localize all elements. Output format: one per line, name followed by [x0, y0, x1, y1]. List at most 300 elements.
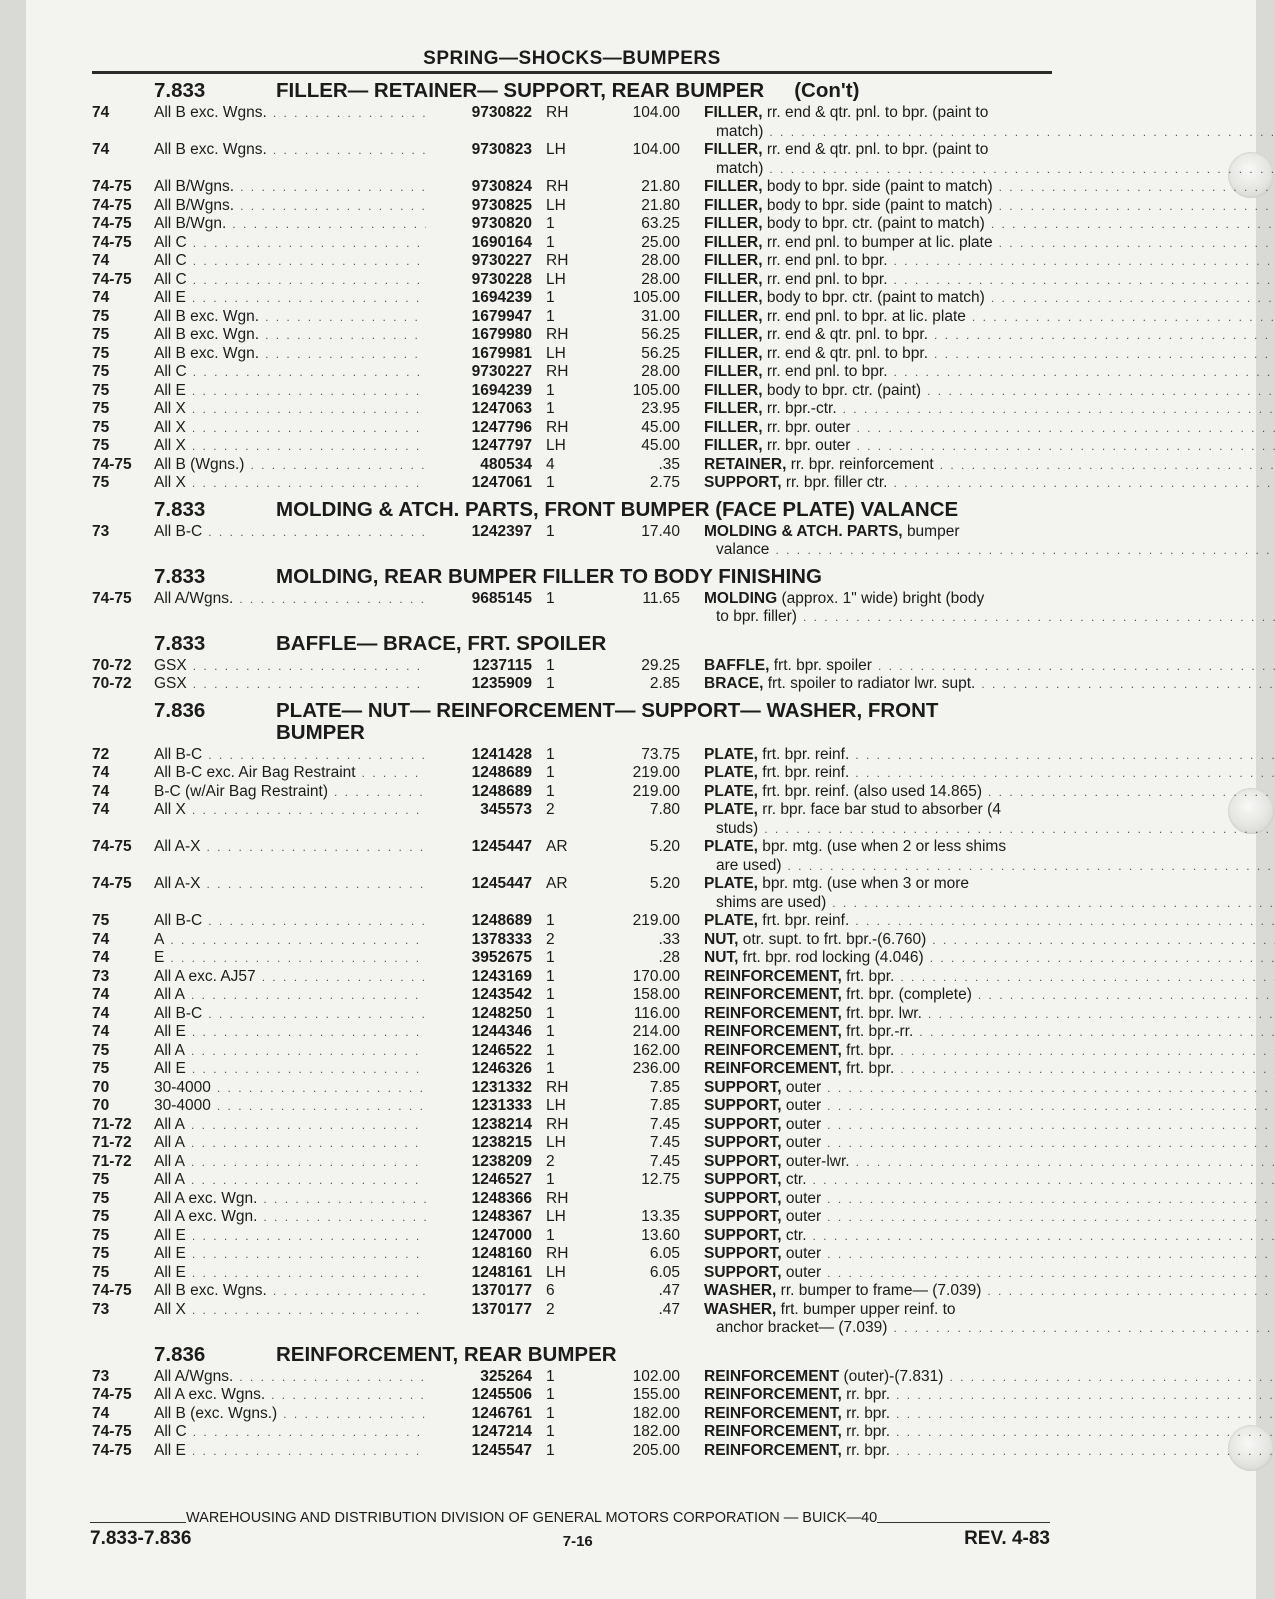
quantity: 1 — [546, 522, 555, 540]
section-heading-text: MOLDING, REAR BUMPER FILLER TO BODY FINISHING — [276, 564, 822, 588]
description — [704, 1042, 1275, 1061]
description-name: PLATE, — [704, 782, 758, 800]
description-line — [704, 271, 1275, 290]
leader-dots — [265, 308, 426, 327]
description-name: FILLER, — [704, 141, 763, 158]
description-text — [704, 1423, 896, 1442]
model-year: 75 — [92, 326, 110, 343]
description-detail: frt. bpr. lwr. — [846, 1004, 922, 1022]
quantity: RH — [546, 104, 569, 121]
description-detail: otr. supt. to frt. bpr.-(6.760) — [742, 930, 927, 948]
model-cell — [154, 141, 426, 178]
price: 6.05 — [649, 1263, 680, 1281]
description — [704, 1405, 1275, 1424]
description-text — [704, 1245, 827, 1264]
description-text — [704, 437, 856, 456]
description-text — [704, 1005, 928, 1024]
parts-section — [92, 499, 1052, 560]
model-year: 74 — [92, 986, 110, 1003]
description-name: SUPPORT, — [704, 1152, 782, 1170]
description-text — [704, 104, 994, 123]
price: 162.00 — [632, 1041, 680, 1059]
leader-dots — [191, 1153, 426, 1172]
price: 219.00 — [632, 782, 680, 800]
leader-dots — [208, 746, 426, 765]
leader-dots — [894, 271, 1275, 290]
leader-dots — [192, 400, 426, 419]
leader-dots — [775, 541, 1275, 560]
price: 28.00 — [641, 270, 680, 288]
part-number: 1231333 — [471, 1097, 532, 1114]
model-cell — [154, 419, 426, 438]
description-line — [704, 1245, 1275, 1264]
leader-dots — [855, 764, 1275, 783]
part-number: 1247000 — [471, 1226, 532, 1244]
description-name: SUPPORT, — [704, 1115, 782, 1133]
description-detail: outer — [785, 1134, 822, 1151]
description — [704, 968, 1275, 987]
leader-dots — [192, 1264, 426, 1283]
description-line — [704, 252, 1275, 271]
description-text — [704, 912, 855, 931]
description-name: SUPPORT, — [704, 1263, 782, 1281]
leader-dots — [207, 838, 426, 875]
leader-dots — [250, 456, 426, 475]
description-line — [704, 1368, 1275, 1387]
price: .28 — [658, 949, 680, 966]
quantity: 1 — [546, 1226, 555, 1244]
part-row — [92, 1301, 1052, 1338]
description — [704, 474, 1275, 493]
part-row — [92, 1060, 1052, 1079]
quantity: 1 — [546, 912, 555, 929]
leader-dots — [896, 1423, 1275, 1442]
model-cell — [154, 1134, 426, 1153]
description — [704, 986, 1275, 1005]
description — [704, 1190, 1275, 1209]
description-line — [704, 657, 1275, 676]
model-year: 74 — [92, 1404, 110, 1422]
description-detail: frt. bpr. rod locking (4.046) — [742, 949, 924, 966]
model-name: All E — [154, 1441, 186, 1459]
model-name: All B-C — [154, 745, 203, 763]
part-number: 325264 — [480, 1367, 532, 1385]
description-line — [704, 746, 1275, 765]
section-heading — [276, 633, 1052, 655]
price: 28.00 — [641, 252, 680, 269]
part-number: 345573 — [480, 801, 532, 818]
leader-dots — [192, 1227, 426, 1246]
description-text — [704, 1227, 813, 1246]
description-detail: frt. bpr. — [846, 1060, 895, 1077]
part-number: 1248689 — [471, 764, 532, 781]
description-text — [704, 363, 894, 382]
leader-dots — [928, 1005, 1275, 1024]
header-rule — [92, 71, 1052, 74]
leader-dots — [843, 400, 1275, 419]
model-year: 73 — [92, 522, 110, 540]
part-row — [92, 949, 1052, 968]
model-name: GSX — [154, 656, 187, 674]
price: 21.80 — [641, 178, 680, 195]
description — [704, 1386, 1275, 1405]
part-number: 1247063 — [471, 400, 532, 417]
model-name: All A — [154, 986, 186, 1003]
description-name: PLATE, — [704, 801, 758, 818]
description-line — [704, 437, 1275, 456]
quantity: 1 — [546, 1367, 555, 1385]
description-detail: rr. bpr. face bar stud to absorber (4 — [762, 801, 1001, 818]
model-year: 75 — [92, 1189, 110, 1207]
description-text — [704, 931, 932, 950]
description-line — [704, 308, 1275, 327]
section-heading-text: MOLDING & ATCH. PARTS, FRONT BUMPER (FACE PLATE) VALANCE — [276, 497, 959, 521]
model-name: All E — [154, 1060, 186, 1077]
leader-dots — [894, 252, 1275, 271]
description-line — [704, 1153, 1275, 1172]
leader-dots — [265, 326, 426, 345]
model-year: 74-75 — [92, 215, 132, 232]
description — [704, 875, 1275, 912]
model-cell — [154, 1171, 426, 1190]
description-text — [704, 1442, 896, 1461]
description-line — [704, 783, 1275, 802]
description-line — [704, 400, 1275, 419]
model-name: All E — [154, 1023, 186, 1040]
quantity: LH — [546, 196, 566, 214]
price: 45.00 — [641, 418, 680, 436]
model-year: 74-75 — [92, 233, 132, 251]
description-detail: rr. bpr. filler ctr. — [785, 474, 888, 491]
description — [704, 949, 1275, 968]
description-detail: outer — [785, 1115, 822, 1133]
model-name: All B/Wgn. — [154, 215, 227, 232]
description — [704, 419, 1275, 438]
description-line — [704, 1190, 1275, 1209]
leader-dots — [856, 437, 1275, 456]
model-cell — [154, 1116, 426, 1135]
leader-dots — [827, 1079, 1275, 1098]
model-cell — [154, 1368, 426, 1387]
leader-dots — [192, 474, 426, 493]
model-cell — [154, 949, 426, 968]
description — [704, 838, 1275, 875]
model-year: 74 — [92, 104, 110, 121]
description-line — [704, 949, 1275, 968]
part-number: 9730820 — [471, 215, 532, 232]
model-name: All X — [154, 400, 186, 417]
model-year: 75 — [92, 400, 110, 417]
description-text — [704, 1023, 919, 1042]
footer-section-range: 7.833-7.836 — [90, 1528, 192, 1549]
description — [704, 1282, 1275, 1301]
part-row — [92, 1227, 1052, 1246]
part-row — [92, 141, 1052, 178]
leader-dots — [273, 104, 426, 141]
description-text — [704, 197, 999, 216]
description — [704, 345, 1275, 364]
part-row — [92, 1386, 1052, 1405]
description-line — [704, 1442, 1275, 1461]
model-year: 75 — [92, 344, 110, 362]
part-number: 1694239 — [471, 381, 532, 399]
part-number: 1242397 — [471, 522, 532, 540]
leader-dots — [191, 1042, 426, 1061]
section-title — [92, 1344, 1052, 1366]
leader-dots — [927, 382, 1275, 401]
description-detail: bpr. mtg. (use when 3 or more — [762, 875, 970, 892]
description-detail: body to bpr. side (paint to match) — [766, 178, 993, 195]
part-number: 1238214 — [471, 1115, 532, 1133]
model-cell — [154, 1301, 426, 1338]
description-text — [704, 400, 843, 419]
model-name: All B-C — [154, 1004, 203, 1022]
model-year: 70 — [92, 1078, 110, 1096]
price: 7.85 — [649, 1078, 680, 1096]
description-name: SUPPORT, — [704, 1078, 782, 1096]
description-text — [704, 289, 991, 308]
description-detail: rr. end & qtr. pnl. to bpr. (paint to — [766, 141, 989, 158]
quantity: LH — [546, 270, 566, 288]
part-number: 1370177 — [471, 1300, 532, 1318]
price: 25.00 — [641, 233, 680, 251]
description-text — [704, 308, 972, 327]
description-name: SUPPORT, — [704, 1208, 782, 1225]
part-number: 9730227 — [471, 363, 532, 380]
leader-dots — [240, 178, 426, 197]
leader-dots — [191, 986, 426, 1005]
price: 17.40 — [641, 522, 680, 540]
description-detail: rr. end pnl. to bpr. — [766, 363, 888, 380]
model-year: 74-75 — [92, 455, 132, 473]
model-cell — [154, 326, 426, 345]
description-detail: frt. bpr. spoiler — [773, 656, 872, 674]
description-line — [704, 1301, 1275, 1320]
leader-dots — [991, 215, 1275, 234]
quantity: 1 — [546, 656, 555, 674]
model-year: 75 — [92, 1060, 110, 1077]
section-heading — [276, 1344, 1052, 1366]
description — [704, 1423, 1275, 1442]
description-detail: frt. bpr. reinf. — [762, 745, 850, 763]
section-continued: (Con't) — [794, 79, 860, 102]
description-detail: (outer)-(7.831) — [843, 1367, 944, 1385]
leader-dots — [192, 801, 426, 838]
model-name: All B exc. Wgns. — [154, 104, 267, 121]
model-cell — [154, 675, 426, 694]
part-number: 480534 — [480, 455, 532, 473]
footer-bottom — [90, 1528, 1050, 1550]
section-number: 7.836 — [154, 1342, 206, 1366]
part-row — [92, 675, 1052, 694]
leader-dots — [769, 160, 1275, 179]
part-row — [92, 912, 1052, 931]
description-detail: rr. end pnl. to bpr. — [766, 252, 888, 269]
description-text — [704, 345, 934, 364]
price: 214.00 — [632, 1023, 680, 1040]
price: 105.00 — [632, 381, 680, 399]
part-number: 1248161 — [471, 1263, 532, 1281]
leader-dots — [827, 1190, 1275, 1209]
part-number: 1694239 — [471, 289, 532, 306]
part-row — [92, 931, 1052, 950]
quantity: AR — [546, 875, 568, 892]
description — [704, 1134, 1275, 1153]
leader-dots — [192, 1442, 426, 1461]
model-cell — [154, 1282, 426, 1301]
price: 104.00 — [632, 141, 680, 158]
leader-dots — [191, 1171, 426, 1190]
price: 236.00 — [632, 1060, 680, 1077]
description-name: SUPPORT, — [704, 1134, 782, 1151]
leader-dots — [170, 931, 426, 950]
model-cell — [154, 1264, 426, 1283]
quantity: 1 — [546, 949, 555, 966]
leader-dots — [832, 894, 1275, 913]
description — [704, 657, 1275, 676]
part-row — [92, 1405, 1052, 1424]
description-continuation: valance — [716, 541, 770, 558]
model-name: All B/Wgns. — [154, 178, 235, 195]
description-line — [704, 123, 1275, 142]
quantity: 2 — [546, 1152, 555, 1170]
leader-dots — [170, 949, 426, 968]
description-line — [704, 875, 1275, 894]
model-name: 30-4000 — [154, 1078, 211, 1096]
leader-dots — [193, 234, 426, 253]
description-text — [704, 523, 966, 542]
leader-dots — [265, 345, 426, 364]
model-cell — [154, 252, 426, 271]
description-detail: rr. bpr. — [846, 1441, 891, 1459]
description-name: FILLER, — [704, 363, 763, 380]
description-line — [704, 234, 1275, 253]
leader-dots — [193, 1423, 426, 1442]
model-year: 74-75 — [92, 589, 132, 607]
description-name: REINFORCEMENT, — [704, 1023, 842, 1040]
part-number: 1245547 — [471, 1441, 532, 1459]
leader-dots — [207, 875, 426, 912]
description-name: NUT, — [704, 949, 739, 966]
model-name: All X — [154, 474, 186, 491]
leader-dots — [900, 1060, 1275, 1079]
model-cell — [154, 1079, 426, 1098]
description-detail: rr. end pnl. to bpr. — [766, 270, 888, 288]
model-cell — [154, 437, 426, 456]
quantity: RH — [546, 1078, 569, 1096]
section-heading — [276, 700, 1052, 744]
description-detail: frt. bpr. reinf. — [762, 764, 850, 781]
description-detail: frt. bpr. — [846, 967, 895, 985]
part-number: 1237115 — [472, 656, 532, 674]
price: 29.25 — [641, 656, 680, 674]
parts-section — [92, 700, 1052, 1338]
section-heading-text: BAFFLE— BRACE, FRT. SPOILER — [276, 631, 607, 655]
model-name: All A — [154, 1152, 186, 1170]
part-number: 1247797 — [471, 437, 532, 454]
description-line — [704, 345, 1275, 364]
description-text — [704, 675, 981, 694]
description-name: REINFORCEMENT — [704, 1367, 840, 1385]
part-row — [92, 345, 1052, 364]
model-cell — [154, 1153, 426, 1172]
description-line — [704, 363, 1275, 382]
description-name: REINFORCEMENT, — [704, 1404, 842, 1422]
description-continuation: are used) — [716, 856, 782, 874]
price: 28.00 — [641, 363, 680, 380]
price: 5.20 — [649, 875, 680, 892]
description-detail: body to bpr. ctr. (paint to match) — [766, 215, 985, 232]
part-row — [92, 1097, 1052, 1116]
description-name: SUPPORT, — [704, 1171, 782, 1188]
part-row — [92, 1079, 1052, 1098]
part-row — [92, 590, 1052, 627]
model-cell — [154, 783, 426, 802]
model-name: A — [154, 930, 165, 948]
leader-dots — [273, 1282, 426, 1301]
model-year: 75 — [92, 1041, 110, 1059]
section-heading — [276, 499, 1052, 521]
description — [704, 1079, 1275, 1098]
part-row — [92, 1368, 1052, 1387]
description-line — [704, 456, 1275, 475]
description-name: BRACE, — [704, 675, 764, 692]
leader-dots — [856, 419, 1275, 438]
description — [704, 104, 1275, 141]
part-number: 1238215 — [471, 1134, 532, 1151]
description-continuation: anchor bracket— (7.039) — [716, 1319, 888, 1336]
leader-dots — [217, 1097, 426, 1116]
description-line — [704, 160, 1275, 179]
part-number: 1679980 — [471, 326, 532, 343]
description-line — [704, 382, 1275, 401]
leader-dots — [192, 419, 426, 438]
quantity: 1 — [546, 233, 555, 251]
page-footer — [90, 1510, 1050, 1550]
description-line — [704, 820, 1275, 839]
model-cell — [154, 1227, 426, 1246]
leader-dots — [919, 1023, 1275, 1042]
description — [704, 1005, 1275, 1024]
part-row — [92, 215, 1052, 234]
part-row — [92, 178, 1052, 197]
part-row — [92, 382, 1052, 401]
leader-dots — [192, 1301, 426, 1338]
model-cell — [154, 875, 426, 912]
description-line — [704, 1319, 1275, 1338]
model-cell — [154, 197, 426, 216]
description-continuation: shims are used) — [716, 893, 827, 911]
model-name: All B-C exc. Air Bag Restraint — [154, 764, 356, 781]
model-year: 75 — [92, 1208, 110, 1225]
section-title — [92, 566, 1052, 588]
model-cell — [154, 456, 426, 475]
section-title — [92, 700, 1052, 744]
part-row — [92, 875, 1052, 912]
model-year: 74 — [92, 1004, 110, 1022]
description-line — [704, 801, 1275, 820]
description — [704, 1153, 1275, 1172]
leader-dots — [208, 912, 426, 931]
description-detail: frt. spoiler to radiator lwr. supt. — [767, 675, 976, 692]
leader-dots — [981, 675, 1275, 694]
part-number: 1248250 — [471, 1004, 532, 1022]
section-number: 7.833 — [154, 79, 206, 102]
quantity: LH — [546, 344, 566, 362]
description-text — [704, 419, 856, 438]
model-cell — [154, 308, 426, 327]
leader-dots — [987, 1282, 1275, 1301]
